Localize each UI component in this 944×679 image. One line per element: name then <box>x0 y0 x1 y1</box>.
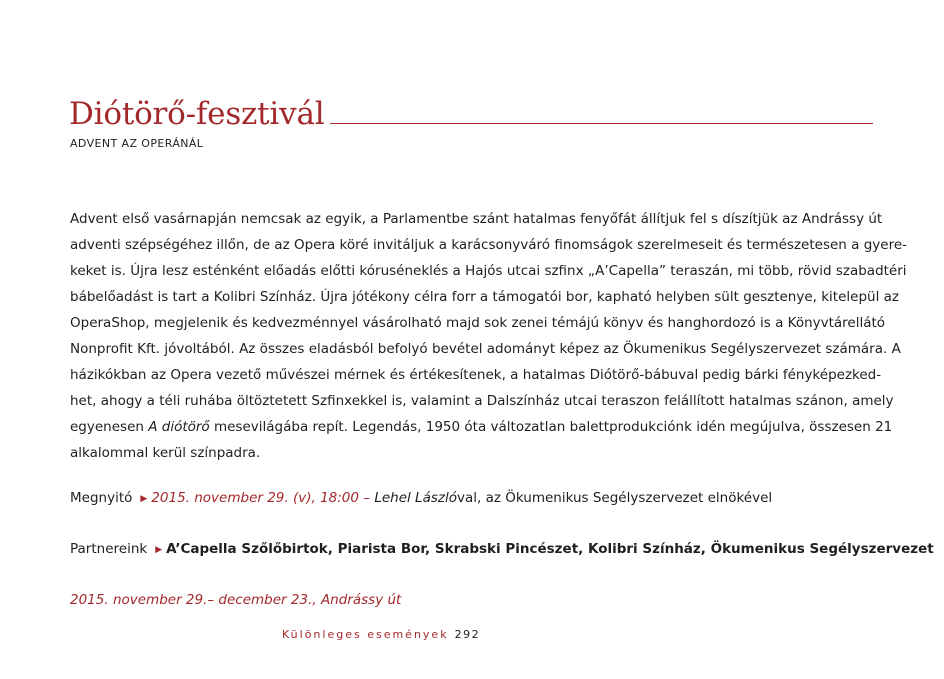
page-title: Diótörő-fesztivál <box>69 96 325 132</box>
opening-date: 2015. november 29. (v), 18:00 – <box>151 490 371 506</box>
body-line-suffix: mesevilágába repít. Legendás, 1950 óta változatlan balettprodukciónk idén megújulva, összesen 21 <box>209 419 893 435</box>
body-line: bábelőadást is tart a Kolibri Színház. Újra jótékony célra forr a támogatói bor, kapható helyben sült gesztenye, kitelepül az <box>70 289 899 305</box>
partners-label: Partnereink <box>70 541 148 557</box>
body-line: alkalommal kerül színpadra. <box>70 445 261 461</box>
opening-label: Megnyitó <box>70 490 133 506</box>
page-subtitle: ADVENT AZ OPERÁNÁL <box>70 137 204 150</box>
body-line-prefix: egyenesen <box>70 419 149 435</box>
body-line-italic-title: A diótörő <box>148 419 210 435</box>
body-line: OperaShop, megjelenik és kedvezménnyel vásárolható majd sok zenei témájú könyv és hanghordozó is a Könyvtárellátó <box>70 315 886 331</box>
footer-section: Különleges események <box>282 628 449 641</box>
body-paragraph <box>70 206 907 466</box>
body-line: házikókban az Opera vezető művészei mérnek és értékesítenek, a hatalmas Diótörő-bábuval pedig bárki fényképezked- <box>70 367 882 383</box>
event-dates: 2015. november 29.– december 23., Andrássy út <box>70 592 402 608</box>
body-line: Advent első vasárnapján nemcsak az egyik, a Parlamentbe szánt hatalmas fenyőfát állítjuk fel s díszítjük az Andrássy út <box>70 211 883 227</box>
opening-row <box>70 488 772 510</box>
partners-row <box>70 539 934 561</box>
opening-rest: val, az Ökumenikus Segélyszervezet elnökével <box>456 490 773 506</box>
body-line: adventi szépségéhez illőn, de az Opera köré invitáljuk a karácsonyváró finomságok szerelmeseit és természetesen a gyere- <box>70 237 907 253</box>
title-row <box>69 92 873 132</box>
partners-list: A’Capella Szőlőbirtok, Piarista Bor, Skrabski Pincészet, Kolibri Színház, Ökumenikus Segélyszervezet <box>166 541 934 557</box>
opening-person: Lehel László <box>374 490 457 506</box>
page-footer <box>282 628 480 641</box>
body-line <box>70 414 893 440</box>
body-line: Nonprofit Kft. jóvoltából. Az összes eladásból befolyó bevétel adományt képez az Ökumenikus Segélyszervezet számára. A <box>70 341 901 357</box>
arrow-right-icon: ▶ <box>155 545 163 555</box>
arrow-right-icon: ▶ <box>140 494 148 504</box>
title-underline <box>330 123 873 124</box>
body-line: het, ahogy a téli ruhába öltöztetett Szfinxekkel is, valamint a Dalszínház utcai teraszon felállított hatalmas szánon, amely <box>70 393 894 409</box>
body-line: keket is. Újra lesz esténként előadás előtti kóruséneklés a Hajós utcai szfinx „A’Capella” teraszán, mi több, rövid szabadtéri <box>70 263 907 279</box>
page-number: 292 <box>454 628 481 641</box>
